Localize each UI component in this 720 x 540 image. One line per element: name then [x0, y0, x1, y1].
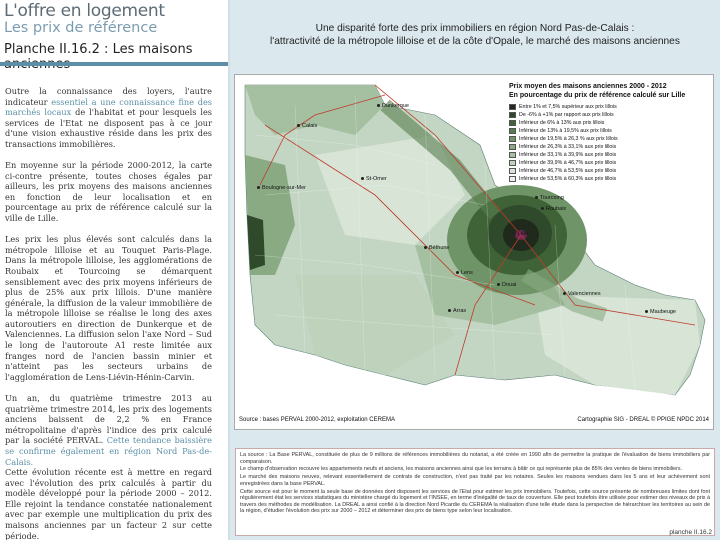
legend-item — [509, 151, 705, 159]
legend-item — [509, 167, 705, 175]
map-source: Source : bases PERVAL 2000-2012, exploitation CEREMA — [239, 417, 395, 423]
paragraph-1-highlight: essentiel a une connaissance fine des marchés locaux — [5, 96, 212, 118]
legend-label: Inférieur de 13% à 19,5% aux prix lillois — [519, 128, 612, 134]
legend-label: De -6% à +1% par rapport aux prix lillois — [519, 112, 614, 118]
map-headline-line1: Une disparité forte des prix immobiliers en région Nord Pas-de-Calais : — [315, 23, 635, 34]
page-footer: planche II.16.2 — [669, 529, 712, 536]
legend-title: Prix moyen des maisons anciennes 2000 - 2012 — [509, 83, 667, 90]
legend-label: Inférieur de 6% à 13% aux prix lillois — [519, 120, 605, 126]
legend-label: Inférieur de 39,9% à 46,7% aux prix lillois — [519, 160, 617, 166]
source-note — [235, 448, 715, 536]
city-label: Douai — [497, 282, 516, 288]
map-legend — [509, 83, 705, 183]
map-headline — [230, 22, 720, 48]
legend-label: Inférieur de 19,5% à 26,3 % aux prix lillois — [519, 136, 618, 142]
note-paragraph: La source : La Base PERVAL, constituée de plus de 9 millions de références immobilières du notariat, a été créée en 1990 afin de permettre la pratique de l'évaluation de biens immobiliers par comparaison. — [240, 452, 710, 465]
page-header — [0, 0, 228, 69]
paragraph-1 — [5, 86, 212, 150]
paragraph-3 — [5, 234, 212, 382]
page-title: L'offre en logement — [4, 1, 165, 21]
legend-items — [509, 103, 705, 183]
legend-item — [509, 159, 705, 167]
paragraph-2-text: En moyenne sur la période 2000-2012, la carte ci-contre présente, toutes choses égales par ailleurs, les prix moyens des maisons anciennes en fonction de leur localisation et en pourcentage au prix de référence calculé sur la ville de Lille. — [5, 160, 212, 224]
city-label: Maubeuge — [645, 309, 676, 315]
legend-item — [509, 111, 705, 119]
city-label: Calais — [297, 123, 317, 129]
legend-swatch — [509, 168, 516, 174]
paragraph-3-text: Les prix les plus élevés sont calculés dans la métropole lilloise et au Touquet Paris-Plage. Dans la métropole lilloise, les agglomérations de Roubaix et Tourcoing se démarquent sensiblement avec des prix moyens inférieurs de plus de 25% aux prix lillois. D'une manière générale, la diffusion de la valeur immobilière de la métropole lilloise se réalise le long des axes autoroutiers en direction de Dunkerque et de Valenciennes. La diffusion selon l'axe Nord – Sud le long de l'autoroute A1 reste limitée aux franges nord de l'ancien bassin minier et n'atteint pas les secteurs urbains de l'agglomération de Lens-Liévin-Hénin-Carvin. — [5, 234, 212, 382]
legend-item — [509, 127, 705, 135]
city-label: Arras — [448, 308, 466, 314]
price-map — [234, 74, 714, 430]
legend-item — [509, 175, 705, 183]
legend-item — [509, 135, 705, 143]
paragraph-4 — [5, 393, 212, 540]
legend-swatch — [509, 176, 516, 182]
map-credit: Cartographie SIG - DREAL © PPIGE NPDC 2014 — [577, 417, 709, 423]
header-rule — [0, 62, 228, 66]
city-label: Valenciennes — [563, 291, 601, 297]
paragraph-4-text: Un an, du quatrième trimestre 2013 au quatrième trimestre 2014, les prix des logements anciens baissent de 2,2 % en France métropolitaine d'après l'indice des prix calculé par la société PERVAL. — [5, 392, 212, 446]
city-label: Lille — [513, 231, 528, 237]
legend-swatch — [509, 160, 516, 166]
map-headline-line2: l'attractivité de la métropole lilloise et de la côte d'Opale, le marché des maisons anciennes — [270, 36, 680, 47]
city-label: St-Omer — [361, 176, 387, 182]
paragraph-4-text-end: Cette évolution récente est à mettre en regard avec l'évolution des prix calculés à partir du modèle développé pour la période 2000 – 2012. Elle rejoint la tendance constatée nationalement avec par exemple une multiplication du prix des maisons anciennes par un facteur 2 sur cette période. — [5, 467, 212, 540]
body-text — [5, 86, 212, 540]
city-label: Roubaix — [541, 206, 566, 212]
page-subtitle: Les prix de référence — [4, 20, 158, 36]
legend-label: Inférieur de 33,1% à 39,9% aux prix lillois — [519, 152, 617, 158]
city-label: Dunkerque — [377, 103, 409, 109]
legend-swatch — [509, 104, 516, 110]
city-label: Béthune — [424, 245, 450, 251]
legend-swatch — [509, 112, 516, 118]
plate-title: Planche II.16.2 : Les maisons — [4, 42, 193, 57]
legend-item — [509, 103, 705, 111]
legend-label: Inférieur de 53,5% à 60,3% aux prix lillois — [519, 176, 617, 182]
note-paragraph: Cette source est pour le moment la seule base de données dont disposent les services de l'Etat pour estimer les prix immobiliers. Toutefois, cette source présente de nombreuses limites dont font régulièrement état les services statistiques du ministère chargé du logement et l'INSEE, en terme d'inégalité de taux de couverture. Elle peut toutefois être utilisée pour estimer des niveaux de prix à travers des méthodes de modélisation. La DREAL a ainsi confié à la direction Nord Picardie du CEREMA la réalisation d'une telle étude dans la perspective de hiérarchiser les territoires au sein de la région, d'étudier l'évolution des prix sur 2000 – 2012 et déterminer des prix de biens type selon leur localisation. — [240, 488, 710, 515]
legend-label: Inférieur de 46,7% à 53,5% aux prix lillois — [519, 168, 617, 174]
city-label: Lens — [456, 270, 473, 276]
legend-swatch — [509, 120, 516, 126]
legend-swatch — [509, 128, 516, 134]
note-paragraph: Le champ d'observation recouvre les appartements neufs et anciens, les maisons anciennes ainsi que les terrains à bâtir ce qui représente plus de 85% des ventes de biens immobiliers. — [240, 466, 683, 473]
legend-item — [509, 143, 705, 151]
paragraph-2 — [5, 160, 212, 224]
touquet-zone — [247, 215, 265, 270]
paragraph-1-text-end: de l'habitat et pour lesquels les services de l'Etat ne disposent pas à ce jour d'une vision exhaustive réside dans les prix des transactions immobilières. — [5, 107, 212, 149]
legend-subtitle: En pourcentage du prix de référence calculé sur Lille — [509, 91, 686, 99]
paragraph-4-highlight: Cette tendance baissière se confirme également en région Nord Pas-de-Calais. — [5, 435, 212, 467]
city-label: Boulogne-sur-Mer — [257, 185, 306, 191]
legend-label: Inférieur de 26,3% à 33,1% aux prix lillois — [519, 144, 617, 150]
legend-swatch — [509, 136, 516, 142]
legend-item — [509, 119, 705, 127]
legend-swatch — [509, 144, 516, 150]
legend-swatch — [509, 152, 516, 158]
legend-label: Entre 1% et 7,5% supérieur aux prix lillois — [519, 104, 617, 110]
note-paragraph: Le marché des maisons neuves, relevant essentiellement de contrats de construction, n'est pas traité par les notaires. Seules les maisons vendues dans les 5 ans et leur achèvement sont enregistrées dans la base PERVAL. — [240, 474, 710, 487]
city-label: Tourcoing — [535, 195, 564, 201]
paragraph-1-text: Outre la connaissance des loyers, l'autre indicateur — [5, 86, 212, 107]
